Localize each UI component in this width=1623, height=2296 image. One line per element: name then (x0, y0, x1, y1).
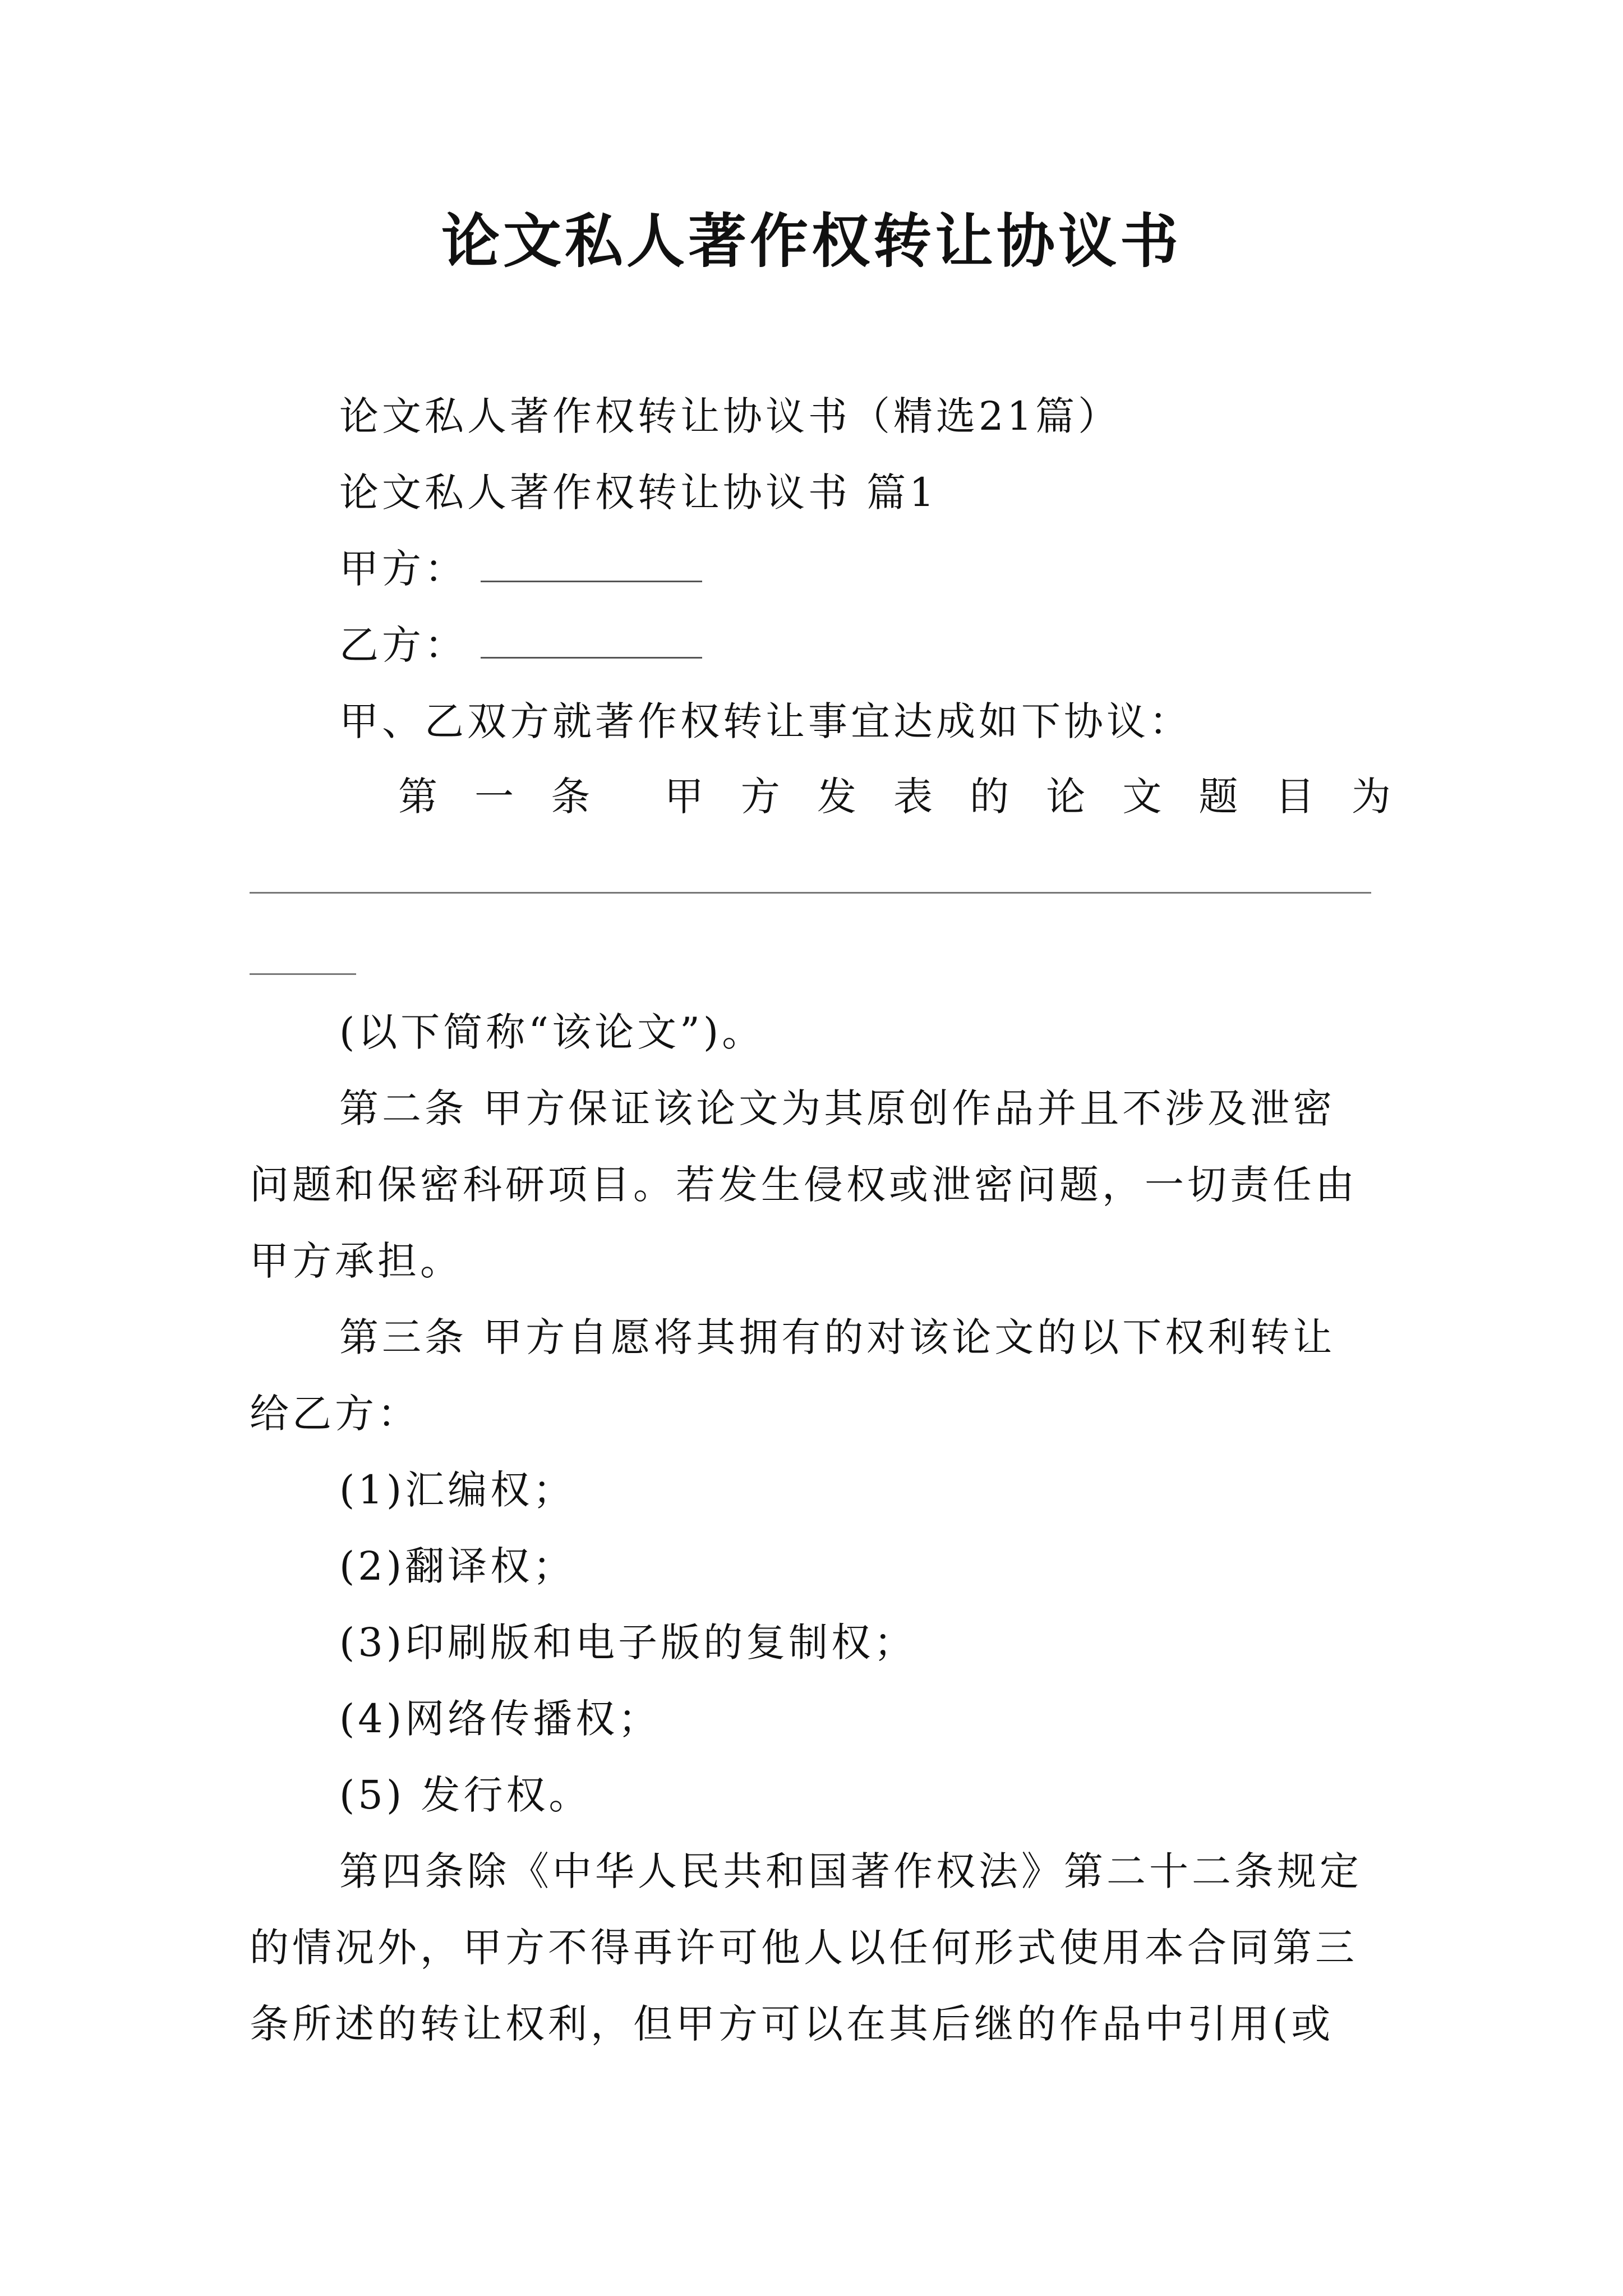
intro-paragraph: 甲、乙双方就著作权转让事宜达成如下协议： (339, 698, 1192, 744)
document-subtitle: 论文私人著作权转让协议书（精选21篇） (339, 393, 1121, 439)
article-2-line: 甲方承担。 (250, 1238, 463, 1284)
article-1-char: 文 (1122, 774, 1162, 820)
article-1-char: 第 (398, 774, 437, 820)
article-1-char: 甲 (664, 774, 704, 820)
article-1-char: 一 (474, 774, 514, 820)
title-blank-line (250, 892, 1371, 894)
article-1-char: 目 (1275, 774, 1315, 820)
rights-list-item: (3)印刷版和电子版的复制权； (339, 1619, 917, 1665)
article-1-spread-line (398, 769, 1391, 825)
article-2-line: 第二条 甲方保证该论文为其原创作品并且不涉及泄密 (339, 1085, 1336, 1131)
article-1-char: 方 (740, 774, 780, 820)
article-3-line: 给乙方： (250, 1391, 420, 1437)
rights-list-item: (2)翻译权； (339, 1543, 576, 1589)
rights-list-item: (1)汇编权； (339, 1467, 576, 1513)
party-b-blank (481, 622, 702, 659)
article-1-char: 论 (1046, 774, 1086, 820)
article-3-line: 第三条 甲方自愿将其拥有的对该论文的以下权利转让 (339, 1314, 1336, 1360)
article-1-char: 的 (970, 774, 1009, 820)
party-a-blank (481, 546, 702, 582)
rights-list-item: (5) 发行权。 (339, 1772, 592, 1818)
article-1-char: 条 (551, 774, 591, 820)
party-b-row (339, 617, 702, 673)
article-1-tail: (以下简称“该论文”)。 (339, 1009, 765, 1055)
title-blank-line-continued (250, 973, 356, 975)
section-heading: 论文私人著作权转让协议书 篇1 (339, 470, 938, 516)
article-2-line: 问题和保密科研项目。若发生侵权或泄密问题，一切责任由 (250, 1162, 1358, 1208)
article-4-line: 条所述的转让权利，但甲方可以在其后继的作品中引用(或 (250, 2001, 1334, 2047)
article-1-char: 发 (817, 774, 856, 820)
article-4-line: 的情况外，甲方不得再许可他人以任何形式使用本合同第三 (250, 1925, 1358, 1971)
article-1-char: 表 (893, 774, 933, 820)
document-title: 论文私人著作权转让协议书 (441, 206, 1182, 275)
party-a-row (339, 541, 702, 597)
article-1-char: 为 (1351, 774, 1391, 820)
party-b-label: 乙方： (339, 622, 467, 668)
article-4-line: 第四条除《中华人民共和国著作权法》第二十二条规定 (339, 1848, 1362, 1894)
rights-list-item: (4)网络传播权； (339, 1696, 661, 1742)
party-a-label: 甲方： (339, 546, 467, 592)
article-1-char: 题 (1198, 774, 1238, 820)
